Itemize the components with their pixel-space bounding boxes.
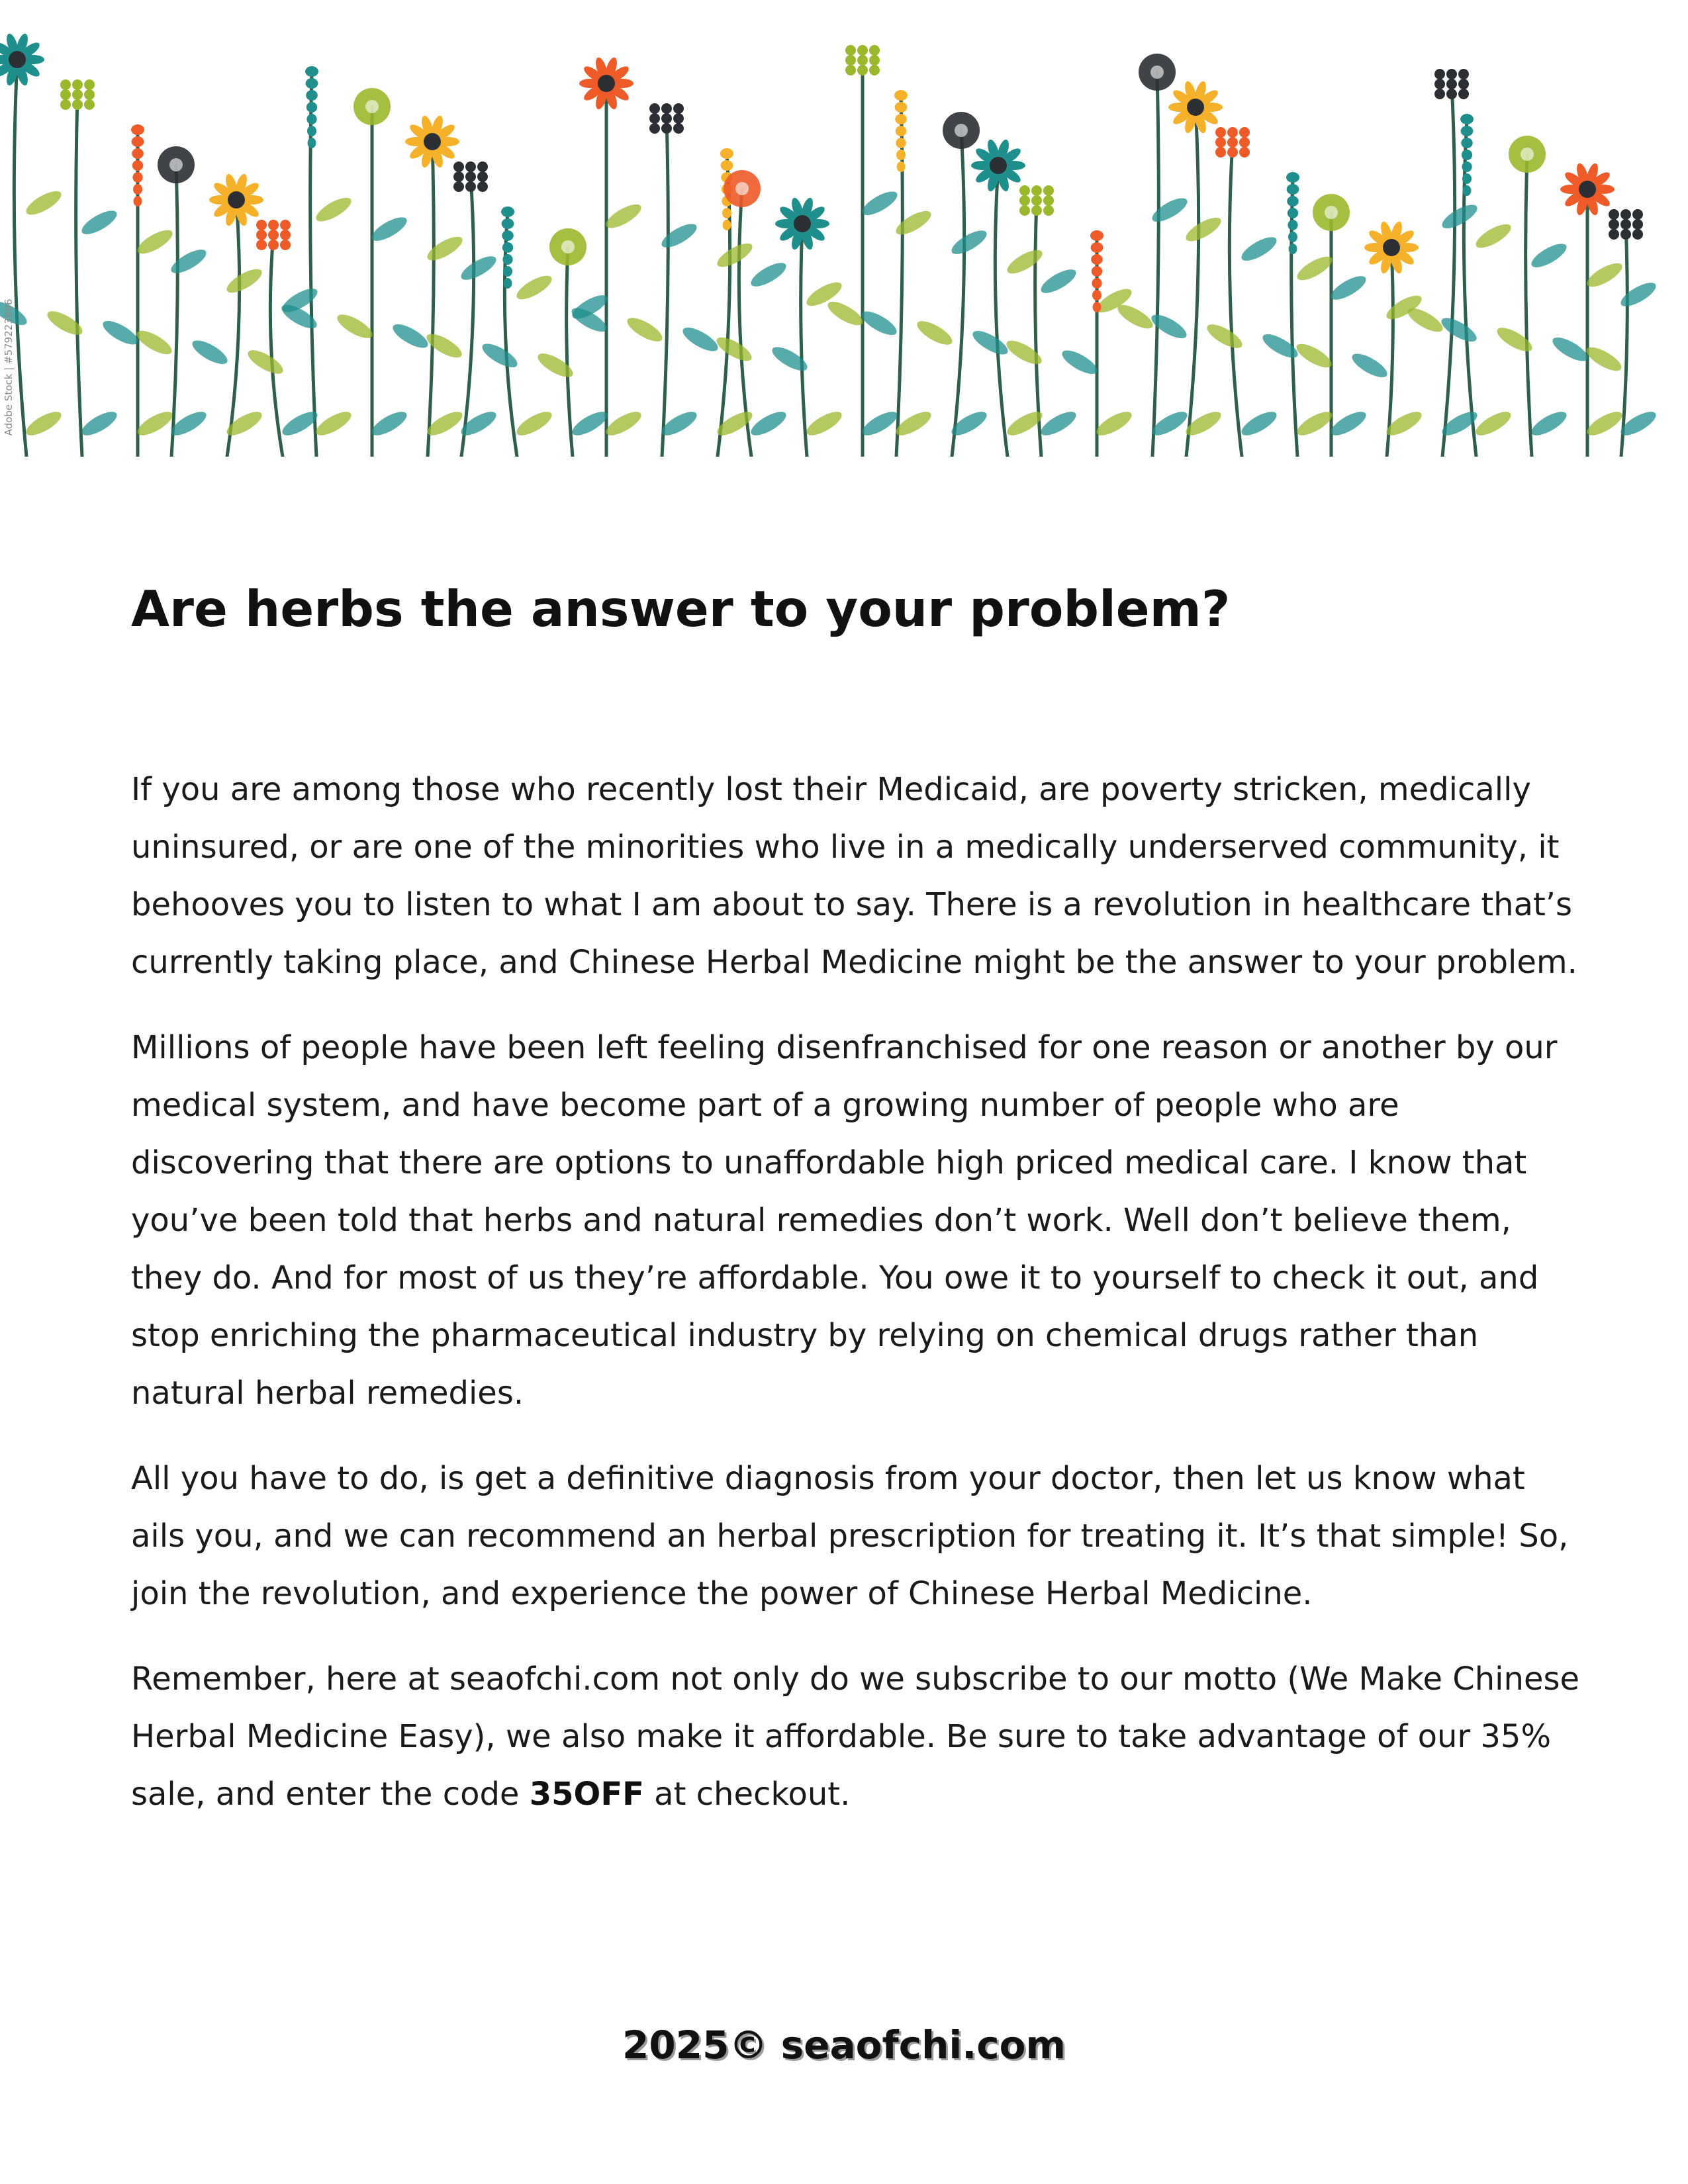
plant-stem (1229, 142, 1242, 457)
flower-cluster-dot (1609, 229, 1619, 240)
plant-leaf (859, 407, 901, 439)
plant-leaf (569, 407, 611, 439)
plant-stem (428, 142, 434, 457)
flower-center (955, 124, 968, 137)
flower-cluster-dot (1458, 79, 1469, 89)
stock-watermark (0, 278, 17, 457)
flower-cluster-dot (1239, 147, 1250, 158)
flower-spike-bud (1090, 230, 1103, 241)
flower-spike-bud (502, 242, 513, 253)
flower-cluster-dot (268, 220, 279, 230)
plant-stem (270, 235, 283, 457)
plant-leaf (189, 336, 231, 369)
flower-cluster-dot (1434, 79, 1445, 89)
flower-spike-bud (308, 138, 316, 148)
plant-leaf (1349, 349, 1391, 382)
plant-leaf (44, 307, 86, 340)
flower-center (1521, 148, 1534, 161)
plant-leaf (1004, 246, 1046, 278)
flower-cluster-dot (465, 171, 476, 182)
plant-stem (952, 130, 964, 457)
flower-center (735, 182, 749, 195)
flower-cluster-dot (649, 103, 660, 114)
flower-center (228, 191, 245, 208)
flower-spike-bud (1462, 161, 1472, 172)
flower-cluster-dot (1620, 229, 1631, 240)
plant-leaf (624, 314, 666, 346)
flower-cluster-dot (1031, 195, 1042, 206)
plant-leaf (1293, 340, 1335, 372)
flower-center (561, 240, 575, 253)
plant-leaf (1239, 407, 1280, 439)
flower-cluster-dot (477, 171, 488, 182)
flower-cluster-dot (268, 230, 279, 240)
stock-watermark-text: Adobe Stock | #579223886 (3, 298, 15, 436)
flower-spike-bud (897, 161, 906, 172)
flower-spike-bud (502, 230, 514, 241)
flower-cluster-dot (465, 181, 476, 192)
plant-leaf (369, 213, 410, 246)
plant-leaf (1328, 271, 1370, 304)
flower-cluster-dot (1632, 229, 1643, 240)
flower-cluster-dot (1632, 209, 1643, 220)
plant-leaf (1473, 407, 1515, 439)
flower-cluster-dot (1215, 127, 1226, 138)
plant-leaf (914, 317, 956, 349)
flower-cluster-dot (1043, 205, 1054, 216)
plant-leaf (970, 326, 1011, 359)
plant-leaf (479, 340, 521, 372)
flower-spike-bud (720, 148, 733, 159)
plant-leaf (1584, 259, 1626, 291)
plant-leaf (1059, 346, 1101, 379)
flower-cluster-dot (673, 103, 684, 114)
plant-stem (1526, 154, 1532, 457)
flower-center (365, 100, 379, 113)
flower-center (9, 51, 26, 68)
flower-cluster-dot (1446, 79, 1457, 89)
flower-spike-bud (896, 138, 906, 148)
flower-spike-bud (896, 126, 906, 136)
plant-leaf (804, 407, 845, 439)
plant-leaf (390, 320, 432, 352)
flower-cluster-dot (1031, 185, 1042, 196)
flower-spike-bud (895, 102, 908, 113)
flower-cluster-dot (1031, 205, 1042, 216)
flower-cluster-dot (1227, 137, 1238, 148)
flower-cluster-dot (1215, 147, 1226, 158)
flower-spike-bud (504, 278, 512, 289)
flower-spike-bud (132, 172, 142, 183)
flower-spike-bud (306, 102, 317, 113)
flower-cluster-dot (857, 45, 868, 56)
flower-spike-bud (502, 218, 514, 229)
flower-cluster-dot (280, 220, 291, 230)
plant-leaf (1494, 324, 1536, 356)
flower-cluster-dot (1227, 147, 1238, 158)
flower-cluster-dot (1609, 209, 1619, 220)
flower-cluster-dot (84, 89, 95, 100)
flower-cluster-dot (280, 240, 291, 250)
flower-spike-bud (722, 208, 731, 218)
plant-leaf (369, 407, 410, 439)
plant-leaf (1294, 407, 1336, 439)
plant-leaf (1584, 407, 1626, 439)
flower-cluster-dot (1019, 205, 1030, 216)
flower-spike-bud (1286, 172, 1299, 183)
wildflower-illustration (0, 0, 1688, 457)
paragraph-1: If you are among those who recently lost their Medicaid, are poverty stricken, medically uninsured, or are one of the minorities who live in a medically underserved community, it behooves you to listen to what I am about to say. There is a revolution in healthcare that’s currently taking place, and Chinese Herbal Medicine might be the answer to your problem. (131, 771, 1577, 981)
flower-cluster-dot (1446, 89, 1457, 99)
flower-spike-bud (1092, 266, 1102, 277)
flower-cluster-dot (60, 99, 71, 110)
flower-center (424, 133, 441, 150)
flower-cluster-dot (268, 240, 279, 250)
plant-leaf (603, 407, 645, 439)
plant-leaf (1038, 265, 1080, 297)
plant-leaf (1528, 407, 1570, 439)
plant-stem (461, 177, 474, 457)
plant-leaf (714, 239, 756, 271)
plant-leaf (1328, 407, 1370, 439)
flower-spike-bud (133, 184, 142, 195)
plant-leaf (748, 407, 790, 439)
plant-leaf (680, 323, 722, 355)
plant-leaf (1550, 333, 1591, 365)
flower-cluster-dot (1632, 219, 1643, 230)
flower-center (1325, 206, 1338, 219)
plant-leaf (245, 345, 287, 378)
flower-cluster-dot (1620, 209, 1631, 220)
plant-stem (1621, 224, 1627, 457)
plant-leaf (535, 349, 577, 381)
flower-cluster-dot (673, 123, 684, 134)
plant-leaf (1149, 194, 1191, 226)
flower-spike-bud (1287, 196, 1299, 206)
plant-leaf (893, 206, 935, 239)
plant-leaf (1260, 330, 1301, 362)
flower-spike-bud (1093, 302, 1102, 312)
flower-spike-bud (1461, 126, 1474, 136)
flower-cluster-dot (869, 55, 880, 66)
plant-leaf (1473, 220, 1515, 252)
flower-cluster-dot (661, 123, 672, 134)
flower-spike-bud (306, 90, 318, 101)
flower-cluster-dot (1446, 69, 1457, 79)
flower-cluster-dot (661, 113, 672, 124)
flower-center (169, 158, 183, 171)
flower-cluster-dot (465, 161, 476, 172)
flower-center (1383, 239, 1400, 256)
plant-leaf (1438, 314, 1480, 346)
plant-leaf (514, 271, 555, 304)
flower-center (1187, 99, 1204, 116)
flower-cluster-dot (649, 113, 660, 124)
flower-cluster-dot (453, 161, 464, 172)
plant-leaf (1583, 343, 1625, 375)
plant-stem (76, 95, 82, 457)
flower-spike-bud (1288, 220, 1297, 230)
plant-leaf (859, 307, 900, 340)
flower-cluster-dot (869, 65, 880, 75)
plant-leaf (769, 343, 811, 375)
plant-leaf (1294, 252, 1336, 285)
flower-cluster-dot (845, 45, 856, 56)
plant-leaf (79, 206, 120, 239)
plant-leaf (514, 407, 555, 439)
plant-leaf (23, 187, 65, 219)
plant-leaf (458, 251, 500, 284)
plant-stem (1442, 84, 1455, 457)
flower-spike-bud (306, 114, 316, 124)
flower-cluster-dot (60, 89, 71, 100)
flower-spike-bud (1289, 244, 1297, 254)
plant-leaf (100, 316, 142, 349)
flower-spike-bud (896, 150, 906, 160)
flower-spike-bud (1288, 208, 1298, 218)
flower-spike-bud (134, 196, 142, 206)
flower-spike-bud (1092, 290, 1102, 300)
plant-stem (896, 95, 902, 457)
flower-spike-bud (1091, 242, 1103, 253)
flower-spike-bud (307, 126, 316, 136)
flower-cluster-dot (256, 220, 267, 230)
plant-leaf (1183, 213, 1225, 246)
flower-cluster-dot (857, 55, 868, 66)
flower-spike-bud (306, 78, 318, 89)
paragraph-2: Millions of people have been left feeling disenfranchised for one reason or another by our medical system, and have become part of a growing number of people who are discovering that there are options to unaffordable high priced medical care. I know that you’ve been told that herbs and natural remedies don’t work. Well don’t believe them, they do. And for most of us they’re affordable. You owe it to yourself to check it out, and stop enriching the pharmaceutical industry by relying on chemical drugs rather than natural herbal remedies. (131, 1029, 1558, 1412)
herbal-illustration-banner (0, 0, 1688, 457)
plant-leaf (79, 407, 120, 439)
flower-center (1150, 66, 1164, 79)
flower-cluster-dot (1609, 219, 1619, 230)
flower-cluster-dot (661, 103, 672, 114)
flower-cluster-dot (845, 55, 856, 66)
plant-stem (1186, 107, 1199, 457)
plant-leaf (659, 220, 700, 252)
flower-cluster-dot (256, 240, 267, 250)
flower-spike-bud (723, 220, 731, 230)
flower-cluster-dot (869, 45, 880, 56)
flower-cluster-dot (1620, 219, 1631, 230)
plant-stem (1291, 177, 1297, 457)
flower-cluster-dot (857, 65, 868, 75)
flower-spike-bud (1462, 173, 1472, 184)
plant-leaf (1115, 300, 1156, 333)
flower-cluster-dot (1043, 185, 1054, 196)
paragraph-4-text: Remember, here at seaofchi.com not only do we subscribe to our motto (We Make Chinese Herbal Medicine Easy), we also make it affordable. Be sure to take advantage of our 35% sale, and enter the code (131, 1661, 1580, 1813)
flower-cluster-dot (72, 89, 83, 100)
plant-stem (995, 165, 1008, 457)
flower-cluster-dot (1215, 137, 1226, 148)
flower-cluster-dot (453, 171, 464, 182)
flower-cluster-dot (256, 230, 267, 240)
flower-spike-bud (895, 114, 907, 124)
plant-stem (801, 224, 807, 457)
plant-leaf (603, 200, 645, 232)
plant-leaf (1094, 407, 1135, 439)
plant-stem (662, 118, 668, 457)
flower-cluster-dot (1227, 127, 1238, 138)
flower-spike-bud (131, 124, 144, 135)
plant-stem (567, 247, 573, 457)
flower-cluster-dot (60, 79, 71, 90)
plant-stem (171, 165, 177, 457)
flower-spike-bud (721, 160, 733, 171)
plant-leaf (134, 326, 175, 359)
plant-leaf (1004, 336, 1045, 369)
plant-leaf (23, 407, 65, 439)
plant-leaf (859, 187, 901, 220)
flower-spike-bud (501, 206, 514, 217)
flower-spike-bud (1463, 185, 1472, 196)
flower-spike-bud (502, 254, 512, 265)
plant-stem (227, 200, 240, 457)
flower-spike-bud (132, 136, 144, 147)
flower-cluster-dot (1043, 195, 1054, 206)
flower-center (990, 157, 1007, 174)
flower-spike-bud (1091, 254, 1103, 265)
plant-leaf (1239, 233, 1280, 265)
flower-cluster-dot (649, 123, 660, 134)
flower-cluster-dot (72, 79, 83, 90)
flower-spike-bud (132, 160, 143, 171)
flower-spike-bud (1462, 150, 1472, 160)
flower-cluster-dot (72, 99, 83, 110)
plant-leaf (134, 226, 176, 258)
flower-cluster-dot (84, 79, 95, 90)
paragraph-4-end: at checkout. (643, 1776, 851, 1813)
flower-cluster-dot (1239, 127, 1250, 138)
plant-leaf (949, 226, 990, 259)
plant-leaf (1204, 320, 1246, 353)
flower-spike-bud (503, 266, 512, 277)
article-body (131, 761, 1587, 1851)
plant-leaf (1038, 407, 1080, 439)
discount-code: 35OFF (529, 1776, 644, 1813)
plant-leaf (825, 297, 867, 330)
article-title: Are herbs the answer to your problem? (131, 580, 1231, 638)
flower-cluster-dot (280, 230, 291, 240)
plant-leaf (168, 245, 210, 277)
plant-leaf (748, 258, 790, 291)
plant-leaf (1149, 310, 1190, 343)
flower-cluster-dot (845, 65, 856, 75)
flower-cluster-dot (1434, 89, 1445, 99)
flower-spike-bud (132, 148, 144, 159)
flower-cluster-dot (84, 99, 95, 110)
flower-cluster-dot (1019, 185, 1030, 196)
plant-leaf (714, 333, 755, 365)
flower-cluster-dot (1019, 195, 1030, 206)
flower-spike-bud (1288, 232, 1297, 242)
paragraph-3: All you have to do, is get a definitive diagnosis from your doctor, then let us know what ails you, and we can recommend an herbal prescription for treating it. It’s that simple! So, join the revolution, and experience the power of Chinese Herbal Medicine. (131, 1460, 1569, 1612)
flower-cluster-dot (1458, 89, 1469, 99)
plant-leaf (134, 407, 176, 439)
plant-leaf (1439, 201, 1481, 233)
plant-leaf (424, 232, 466, 265)
flower-spike-bud (1287, 184, 1299, 195)
flower-spike-bud (1092, 278, 1102, 289)
flower-spike-bud (305, 66, 318, 77)
flower-spike-bud (1460, 114, 1474, 124)
plant-stem (1152, 72, 1158, 457)
flower-spike-bud (1461, 138, 1473, 148)
flower-cluster-dot (1434, 69, 1445, 79)
plant-leaf (334, 310, 376, 343)
flower-cluster-dot (477, 181, 488, 192)
plant-leaf (1618, 278, 1660, 310)
flower-center (598, 75, 615, 92)
plant-leaf (224, 265, 265, 297)
plant-leaf (1528, 240, 1570, 272)
paragraph-4 (131, 1651, 1587, 1823)
flower-cluster-dot (477, 161, 488, 172)
flower-spike-bud (894, 90, 908, 101)
copyright-footer: 2025© seaofchi.com (622, 2023, 1066, 2068)
flower-cluster-dot (1458, 69, 1469, 79)
plant-leaf (424, 330, 465, 362)
plant-leaf (224, 407, 265, 439)
flower-cluster-dot (1239, 137, 1250, 148)
flower-cluster-dot (673, 113, 684, 124)
flower-cluster-dot (453, 181, 464, 192)
plant-leaf (313, 407, 355, 439)
flower-center (1579, 181, 1596, 198)
plant-leaf (1405, 304, 1446, 336)
plant-leaf (313, 193, 355, 226)
flower-center (794, 215, 811, 232)
